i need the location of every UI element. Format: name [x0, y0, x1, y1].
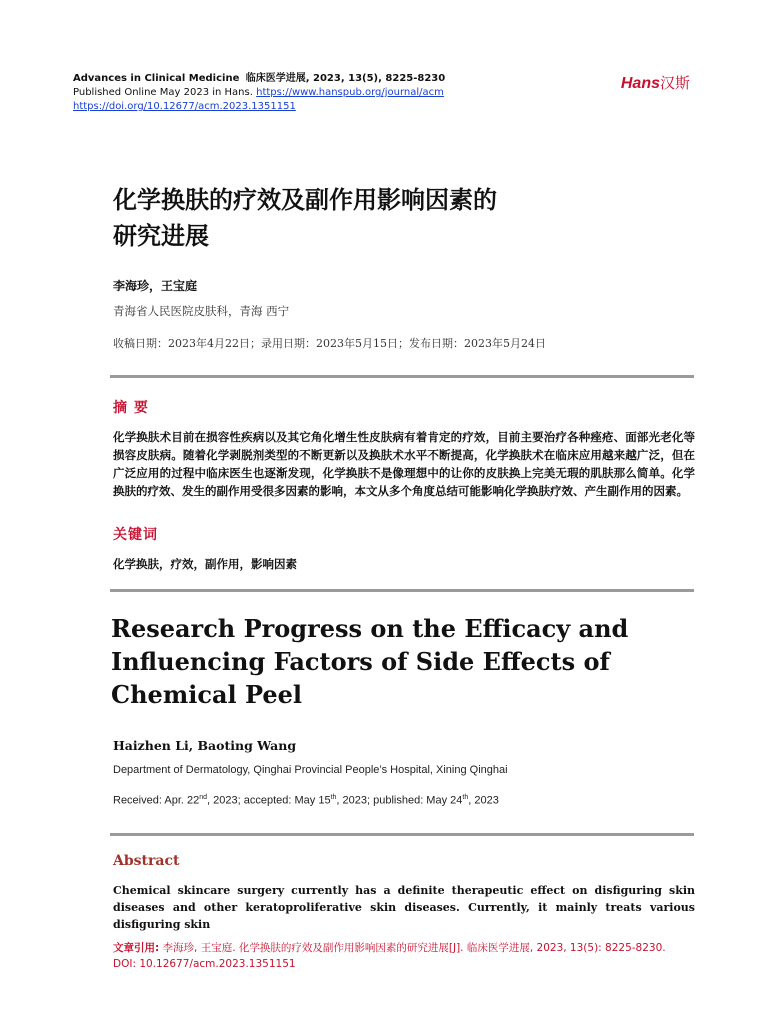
title-en-line2: Influencing Factors of Side Effects of: [111, 647, 610, 676]
affiliation-en: Department of Dermatology, Qinghai Provincial People’s Hospital, Xining Qinghai: [113, 764, 508, 776]
hans-logo-brand: Hans: [620, 75, 660, 92]
title-zh: [113, 182, 633, 254]
dates-en: Received: Apr. 22nd, 2023; accepted: May 15th, 2023; published: May 24th, 2023: [113, 794, 499, 807]
authors-en: Haizhen Li, Baoting Wang: [113, 738, 297, 753]
abstract-text-zh: 化学换肤术目前在损容性疾病以及其它角化增生性皮肤病有着肯定的疗效，目前主要治疗各种痤疮、面部光老化等损容皮肤病。随着化学剥脱剂类型的不断更新以及换肤术水平不断提高，化学换肤术在临床应用越来越广泛，但在广泛应用的过程中临床医生也逐渐发现，化学换肤不是像理想中的让你的皮肤换上完美无瑕的肌肤那么简单。化学换肤的疗效、发生的副作用受很多因素的影响，本文从多个角度总结可能影响化学换肤疗效、产生副作用的因素。: [113, 430, 695, 498]
abstract-heading-zh: 摘 要: [113, 400, 149, 416]
abstract-text-en: Chemical skincare surgery currently has a definite therapeutic effect on disfiguring skin diseases and other keratoproliferative skin diseases. Currently, it mainly treats various disfiguring skin: [113, 884, 695, 931]
title-en-line1: Research Progress on the Efficacy and: [111, 614, 629, 643]
doi-link[interactable]: https://doi.org/10.12677/acm.2023.1351151: [73, 101, 296, 112]
abstract-heading-en: Abstract: [113, 853, 180, 869]
keywords-heading-zh: 关键词: [113, 527, 158, 543]
hans-logo-zh: 汉斯: [659, 75, 690, 92]
published-online-line: [73, 86, 444, 100]
journal-name: Advances in Clinical Medicine: [73, 73, 240, 84]
keywords-zh: 化学换肤，疗效，副作用，影响因素: [113, 557, 297, 571]
citation-label: 文章引用:: [113, 942, 160, 954]
journal-citation-zh: 临床医学进展, 2023, 13(5), 8225-8230: [245, 73, 446, 84]
citation-block: [113, 940, 713, 972]
title-en-line3: Chemical Peel: [111, 680, 303, 709]
hans-logo: [621, 72, 690, 93]
affiliation-zh: 青海省人民医院皮肤科，青海 西宁: [113, 304, 290, 318]
citation-text: 李海珍, 王宝庭. 化学换肤的疗效及副作用影响因素的研究进展[J]. 临床医学进展, 2023, 13(5): 8225-8230.: [159, 942, 666, 954]
citation-doi: DOI: 10.12677/acm.2023.1351151: [113, 958, 296, 970]
title-en: [111, 612, 671, 711]
published-online-text: Published Online May 2023 in Hans.: [73, 87, 253, 98]
title-zh-line1: 化学换肤的疗效及副作用影响因素的: [113, 186, 497, 214]
dates-zh: 收稿日期：2023年4月22日；录用日期：2023年5月15日；发布日期：2023年5月24日: [113, 337, 546, 350]
citation-line: [113, 940, 713, 956]
journal-header-line: [73, 72, 445, 86]
divider-rule: [110, 589, 694, 592]
title-zh-line2: 研究进展: [113, 222, 209, 250]
divider-rule: [110, 375, 694, 378]
doi-line: [73, 100, 296, 114]
journal-url-link[interactable]: https://www.hanspub.org/journal/acm: [256, 87, 444, 98]
authors-zh: 李海珍，王宝庭: [113, 279, 198, 293]
divider-rule: [110, 833, 694, 836]
